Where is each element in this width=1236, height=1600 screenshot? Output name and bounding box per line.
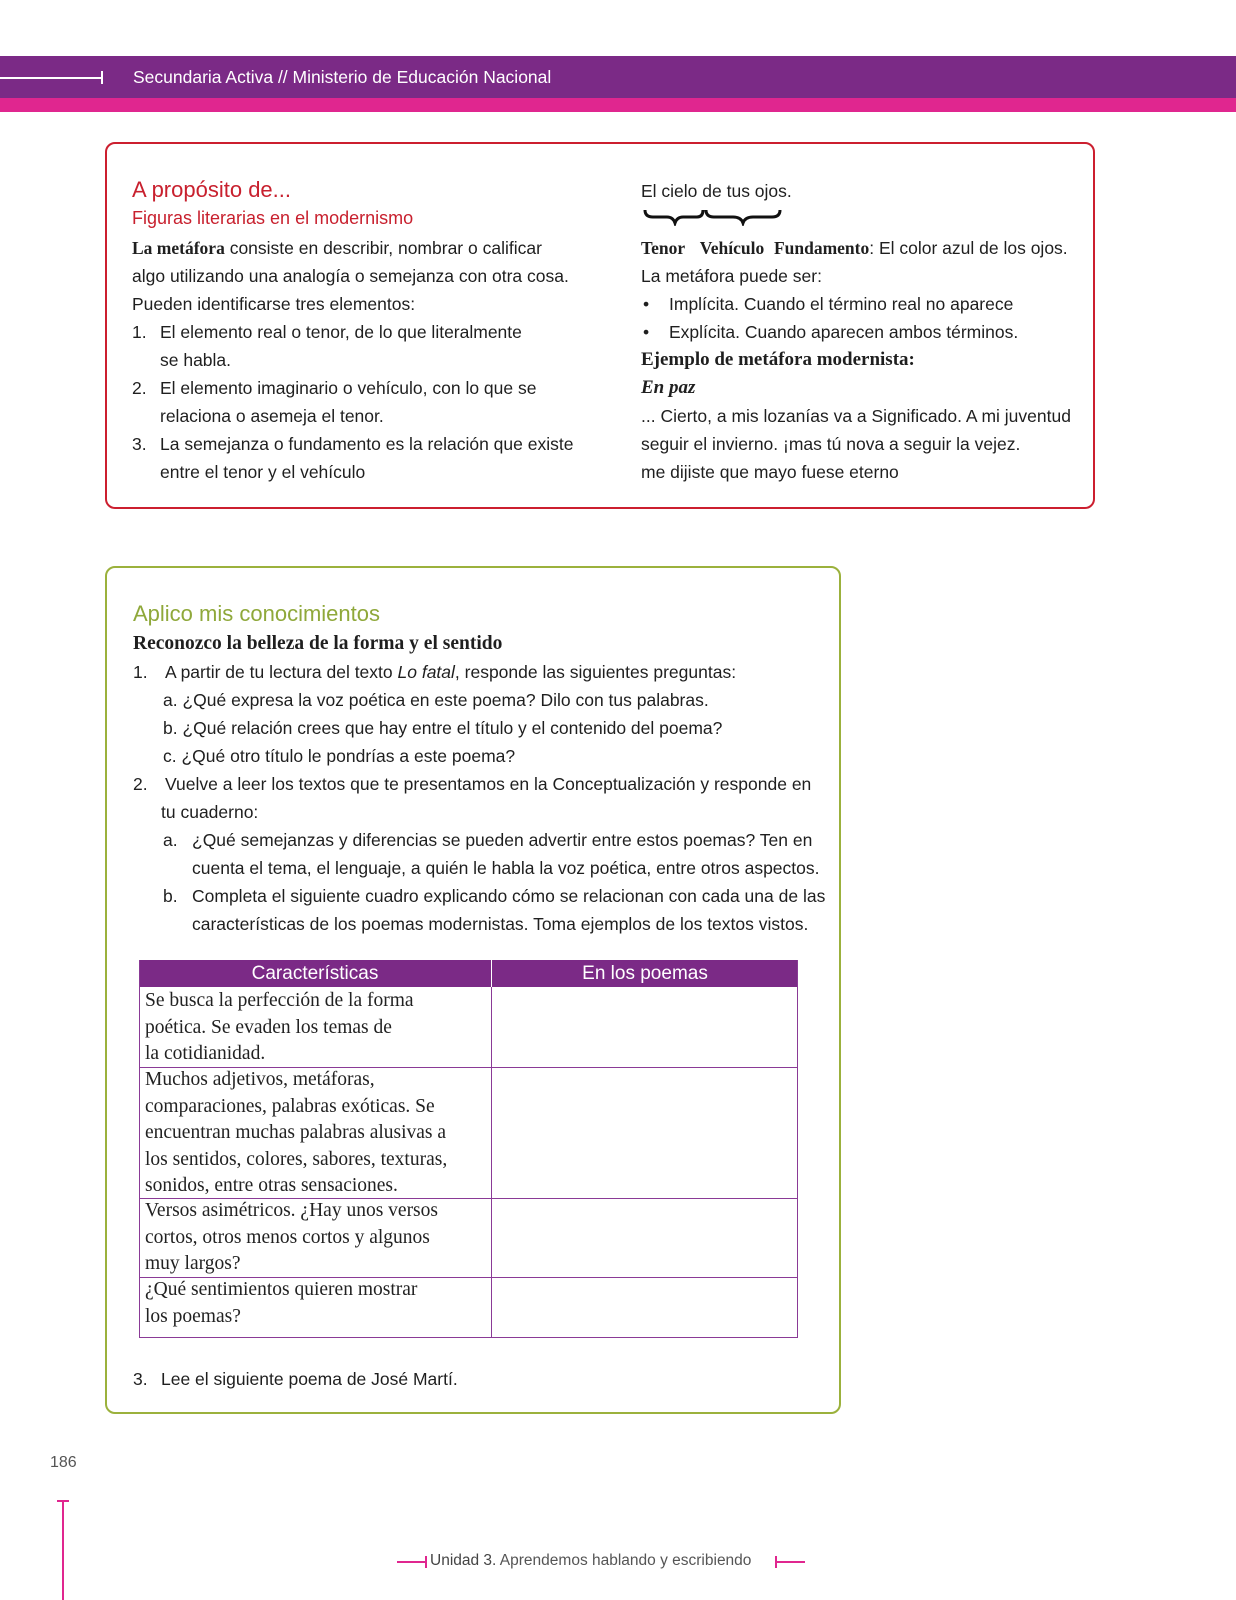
- aplico-title: Aplico mis conocimientos: [133, 601, 380, 626]
- cell-line: muy largos?: [145, 1253, 241, 1274]
- element-2-line1: El elemento imaginario o vehículo, con lo que se: [160, 378, 537, 398]
- tenor-label: Tenor: [641, 238, 686, 258]
- q1-post: , responde las siguientes preguntas:: [454, 662, 737, 682]
- page-number: 186: [50, 1454, 77, 1471]
- poem-title: En paz: [641, 377, 696, 398]
- proposito-title: A propósito de...: [132, 177, 291, 202]
- q1-italic: Lo fatal: [397, 662, 455, 682]
- footer-unit: [430, 1551, 751, 1571]
- header-title: Secundaria Activa // Ministerio de Educación Nacional: [133, 67, 552, 87]
- element-3-line2: entre el tenor y el vehículo: [160, 462, 366, 482]
- q2-num: 2.: [133, 774, 148, 794]
- element-2-line2: relaciona o asemeja el tenor.: [160, 406, 384, 426]
- aplico-subtitle: Reconozco la belleza de la forma y el sentido: [133, 633, 503, 654]
- table-border-right: [797, 960, 798, 1338]
- proposito-intro-line3: Pueden identificarse tres elementos:: [132, 294, 416, 314]
- q1-text: [165, 658, 736, 686]
- metaphor-parts-line: [641, 234, 1068, 262]
- cell-line: Muchos adjetivos, metáforas,: [145, 1069, 375, 1090]
- puede-ser: La metáfora puede ser:: [641, 266, 822, 286]
- table-row: [145, 1067, 485, 1200]
- q2-sub-a-letter: a.: [163, 830, 178, 850]
- element-num-2: 2.: [132, 378, 147, 398]
- cell-line: encuentran muchas palabras alusivas a: [145, 1122, 447, 1143]
- header-stripe: [0, 98, 1236, 112]
- table-header-caracteristicas: Características: [251, 963, 379, 984]
- table-column-divider: [491, 987, 492, 1338]
- fundamento-text: : El color azul de los ojos.: [869, 238, 1068, 258]
- element-1-line1: El elemento real o tenor, de lo que literalmente: [160, 322, 522, 342]
- bullet-icon: •: [643, 294, 650, 314]
- footer-vertical-line: [62, 1500, 64, 1600]
- table-row: [145, 988, 485, 1068]
- fundamento-label: Fundamento: [773, 238, 870, 258]
- cell-line: Versos asimétricos. ¿Hay unos versos: [145, 1200, 438, 1221]
- bullet-implicita: Implícita. Cuando el término real no aparece: [669, 294, 1014, 314]
- footer-tick-left: [425, 1556, 427, 1568]
- cell-line: sonidos, entre otras sensaciones.: [145, 1175, 398, 1196]
- q1-sub-c: c. ¿Qué otro título le pondrías a este poema?: [163, 746, 516, 766]
- proposito-intro-line2: algo utilizando una analogía o semejanza con otra cosa.: [132, 266, 569, 286]
- q1-sub-a: a. ¿Qué expresa la voz poética en este poema? Dilo con tus palabras.: [163, 690, 709, 710]
- bullet-icon: •: [643, 322, 650, 342]
- vehiculo-label: Vehículo: [699, 238, 765, 258]
- cell-line: Se busca la perfección de la forma: [145, 990, 414, 1011]
- q2-sub-a-line1: ¿Qué semejanzas y diferencias se pueden advertir entre estos poemas? Ten en: [192, 830, 813, 850]
- q3-num: 3.: [133, 1369, 148, 1389]
- q2-line2: tu cuaderno:: [161, 802, 259, 822]
- proposito-subtitle: Figuras literarias en el modernismo: [132, 208, 414, 228]
- element-num-1: 1.: [132, 322, 147, 342]
- table-border-left: [139, 960, 140, 1338]
- q3-text: Lee el siguiente poema de José Martí.: [161, 1369, 458, 1389]
- cell-line: la cotidianidad.: [145, 1043, 266, 1064]
- q2-sub-a-line2: cuenta el tema, el lenguaje, a quién le habla la voz poética, entre otros aspectos.: [192, 858, 820, 878]
- cell-line: comparaciones, palabras exóticas. Se: [145, 1095, 435, 1117]
- table-header-poemas: En los poemas: [582, 963, 708, 984]
- example-phrase: El cielo de tus ojos.: [641, 181, 792, 201]
- q2-sub-b-line2: características de los poemas modernistas. Toma ejemplos de los textos vistos.: [192, 914, 809, 934]
- proposito-intro-line1: [132, 234, 542, 262]
- poem-line-2: seguir el invierno. ¡mas tú nova a seguir la vejez.: [641, 434, 1021, 454]
- element-1-line2: se habla.: [160, 350, 232, 370]
- footer-rule-right: [775, 1561, 805, 1563]
- element-3-line1: La semejanza o fundamento es la relación que existe: [160, 434, 574, 454]
- table-border-bottom: [139, 1337, 798, 1338]
- table-row: [145, 1198, 485, 1278]
- cell-line: poética. Se evaden los temas de: [145, 1016, 392, 1038]
- metafora-term: La metáfora: [132, 238, 225, 258]
- q2-sub-b-letter: b.: [163, 886, 178, 906]
- footer-unit-label: Unidad 3.: [430, 1552, 497, 1569]
- q1-num: 1.: [133, 662, 148, 682]
- bullet-explicita: Explícita. Cuando aparecen ambos términos.: [669, 322, 1019, 342]
- q2-line1: Vuelve a leer los textos que te presentamos en la Conceptualización y responde en: [165, 774, 812, 794]
- footer-rule-left: [397, 1561, 427, 1563]
- cell-line: los sentidos, colores, sabores, texturas,: [145, 1148, 448, 1170]
- ejemplo-title: Ejemplo de metáfora modernista:: [641, 349, 915, 370]
- poem-line-3: me dijiste que mayo fuese eterno: [641, 462, 899, 482]
- underbrace-icon: [643, 208, 788, 226]
- intro-line1-text: consiste en describir, nombrar o calificar: [224, 238, 542, 258]
- cell-line: ¿Qué sentimientos quieren mostrar: [145, 1279, 418, 1300]
- poem-line-1: ... Cierto, a mis lozanías va a Significado. A mi juventud: [641, 406, 1071, 426]
- cell-line: cortos, otros menos cortos y algunos: [145, 1226, 430, 1248]
- element-num-3: 3.: [132, 434, 147, 454]
- characteristics-table: [139, 960, 798, 1338]
- header-rule: [0, 77, 102, 79]
- q1-pre: A partir de tu lectura del texto: [165, 662, 398, 682]
- q2-sub-b-line1: Completa el siguiente cuadro explicando cómo se relacionan con cada una de las: [192, 886, 826, 906]
- q1-sub-b: b. ¿Qué relación crees que hay entre el título y el contenido del poema?: [163, 718, 723, 738]
- cell-line: los poemas?: [145, 1305, 241, 1327]
- table-row: [145, 1277, 485, 1330]
- footer-unit-title: Aprendemos hablando y escribiendo: [496, 1552, 752, 1569]
- header-tick: [101, 71, 103, 84]
